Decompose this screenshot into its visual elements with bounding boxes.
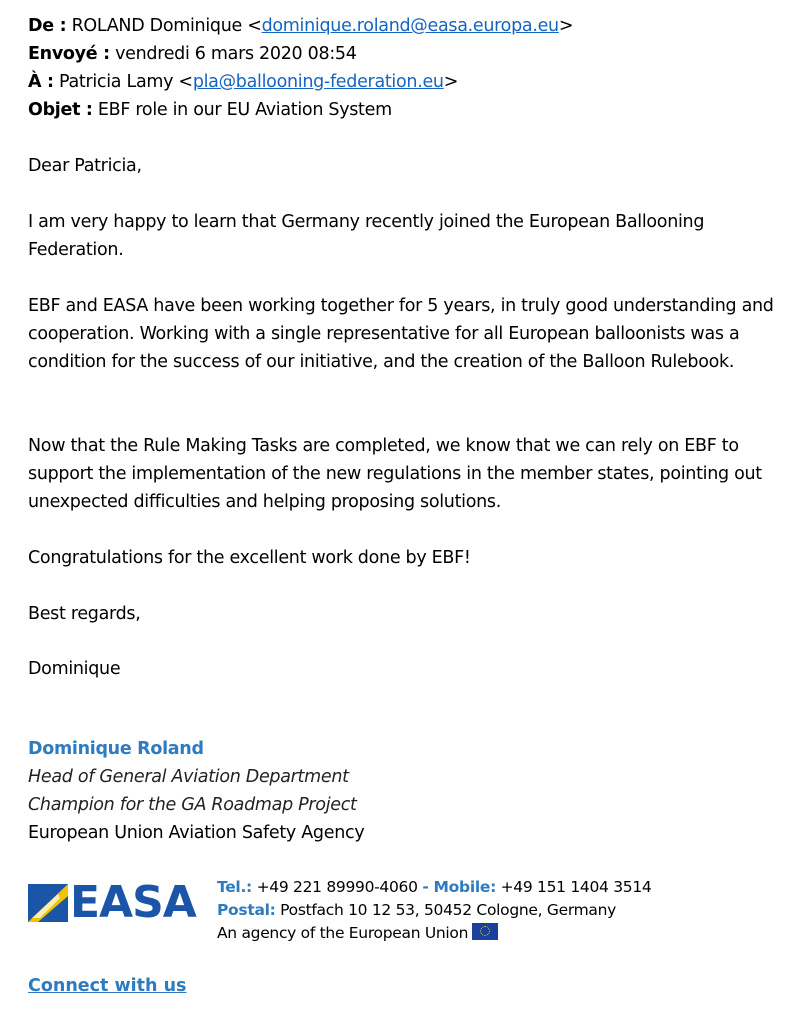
eu-flag-icon — [472, 923, 498, 940]
closing: Best regards, — [28, 604, 141, 624]
subject-line — [28, 96, 573, 124]
contact-block — [217, 876, 651, 945]
paragraph-2: EBF and EASA have been working together for 5 years, in truly good understanding and cooperation. Working with a single representative for all European balloonists was a condition for the success of our initiative, and the creation of the Balloon Rulebook. — [28, 296, 774, 372]
sent-value: vendredi 6 mars 2020 08:54 — [115, 44, 357, 64]
to-email-link[interactable]: pla@ballooning-federation.eu — [192, 72, 444, 92]
signature-block — [28, 735, 364, 847]
phone-line — [217, 876, 651, 899]
sent-label: Envoyé : — [28, 44, 110, 64]
easa-logo — [28, 877, 196, 928]
from-email-link[interactable]: dominique.roland@easa.europa.eu — [261, 16, 559, 36]
paragraph-1: I am very happy to learn that Germany recently joined the European Ballooning Federation. — [28, 212, 705, 260]
from-line — [28, 12, 573, 40]
tel-label: Tel.: — [217, 878, 252, 896]
to-line — [28, 68, 573, 96]
paragraph-4: Congratulations for the excellent work done by EBF! — [28, 548, 471, 568]
from-name: ROLAND Dominique < — [71, 16, 262, 36]
from-label: De : — [28, 16, 67, 36]
to-close: > — [443, 72, 459, 92]
signature-name: Dominique Roland — [28, 739, 204, 759]
to-label: À : — [28, 72, 54, 92]
to-name: Patricia Lamy < — [59, 72, 193, 92]
signature-title-1: Head of General Aviation Department — [28, 767, 349, 787]
signature-title-2: Champion for the GA Roadmap Project — [28, 795, 357, 815]
mobile-label: - Mobile: — [422, 878, 496, 896]
greeting: Dear Patricia, — [28, 156, 142, 176]
signoff: Dominique — [28, 659, 121, 679]
postal-line — [217, 899, 651, 922]
postal-label: Postal: — [217, 901, 276, 919]
email-header — [28, 12, 573, 124]
subject-value: EBF role in our EU Aviation System — [97, 100, 392, 120]
subject-label: Objet : — [28, 100, 93, 120]
mobile-value: +49 151 1404 3514 — [500, 878, 652, 896]
easa-wing-icon — [28, 878, 72, 928]
from-close: > — [558, 16, 574, 36]
tel-value: +49 221 89990-4060 — [256, 878, 418, 896]
signature-org: European Union Aviation Safety Agency — [28, 823, 365, 843]
paragraph-3: Now that the Rule Making Tasks are completed, we know that we can rely on EBF to support the implementation of the new regulations in the member states, pointing out unexpected difficulties and helping proposing solutions. — [28, 436, 762, 512]
postal-value: Postfach 10 12 53, 50452 Cologne, Germany — [280, 901, 617, 919]
agency-text: An agency of the European Union — [217, 924, 469, 942]
sent-line — [28, 40, 573, 68]
easa-logo-text: EASA — [70, 877, 196, 928]
connect-with-us-link[interactable]: Connect with us — [28, 976, 187, 996]
connect-section — [28, 972, 186, 1000]
agency-line — [217, 922, 651, 945]
